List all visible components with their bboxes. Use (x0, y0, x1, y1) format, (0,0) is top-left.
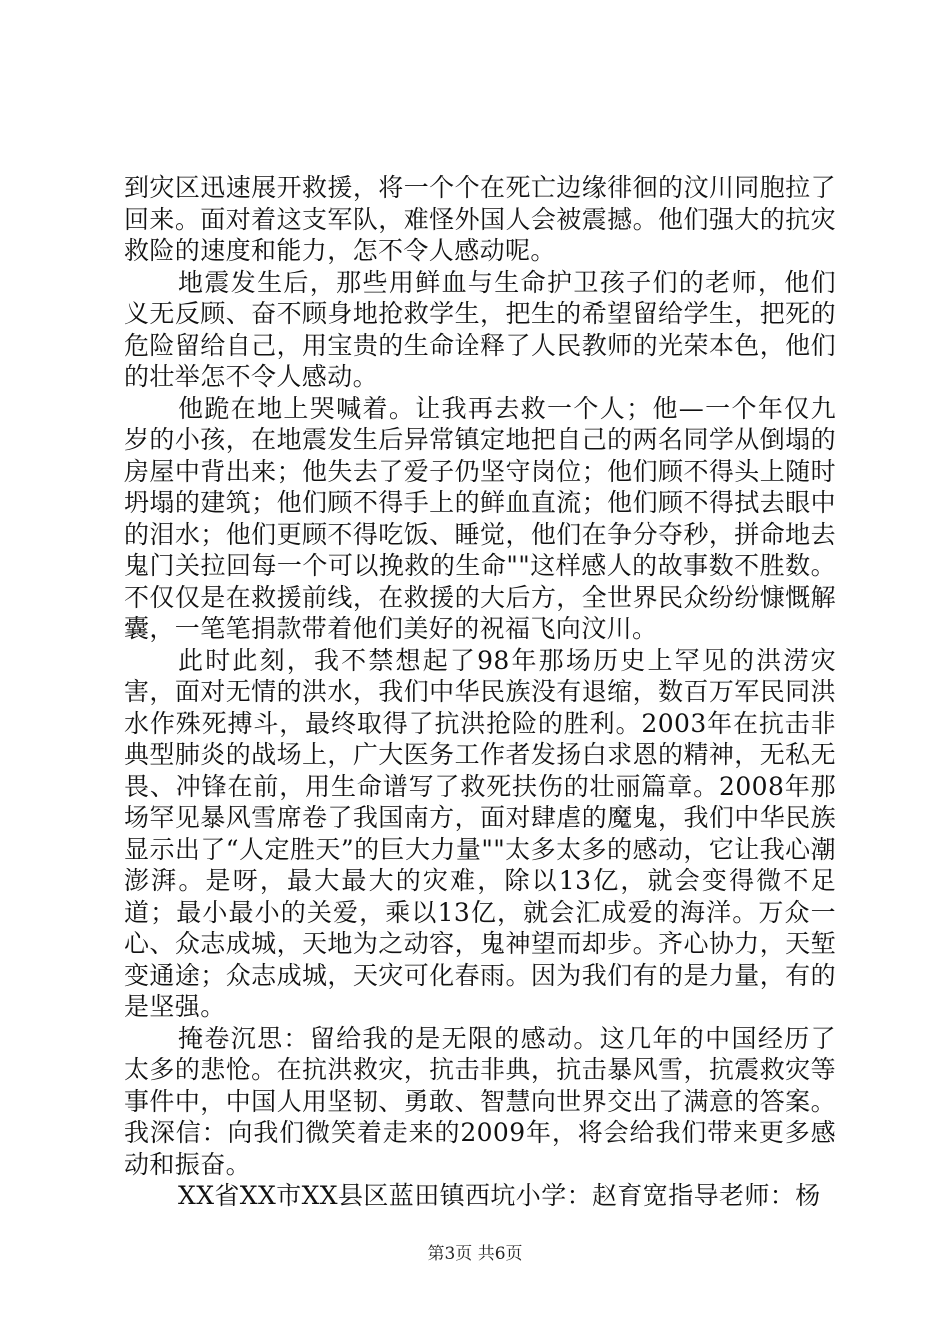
paragraph-1: 到灾区迅速展开救援，将一个个在死亡边缘徘徊的汶川同胞拉了回来。面对着这支军队，难怪外国人会被震撼。他们强大的抗灾救险的速度和能力，怎不令人感动呢。 (124, 173, 836, 265)
paragraph-3: 他跪在地上哭喊着。让我再去救一个人；他—一个年仅九岁的小孩，在地震发生后异常镇定地把自己的两名同学从倒塌的房屋中背出来；他失去了爱子仍坚守岗位；他们顾不得头上随时坍塌的建筑；他们顾不得手上的鲜血直流；他们顾不得拭去眼中的泪水；他们更顾不得吃饭、睡觉，他们在争分夺秒，拼命地去鬼门关拉回每一个可以挽救的生命""这样感人的故事数不胜数。不仅仅是在救援前线，在救援的大后方，全世界民众纷纷慷慨解囊，一笔笔捐款带着他们美好的祝福飞向汶川。 (124, 393, 836, 643)
document-body (124, 172, 836, 1212)
paragraph-4: 此时此刻，我不禁想起了98年那场历史上罕见的洪涝灾害，面对无情的洪水，我们中华民族没有退缩，数百万军民同洪水作殊死搏斗，最终取得了抗洪抢险的胜利。2003年在抗击非典型肺炎的战场上，广大医务工作者发扬白求恩的精神，无私无畏、冲锋在前，用生命谱写了救死扶伤的壮丽篇章。2008年那场罕见暴风雪席卷了我国南方，面对肆虐的魔鬼，我们中华民族显示出了“人定胜天”的巨大力量""太多太多的感动，它让我心潮澎湃。是呀，最大最大的灾难，除以13亿，就会变得微不足道；最小最小的关爱，乘以13亿，就会汇成爱的海洋。万众一心、众志成城，天地为之动容，鬼神望而却步。齐心协力，天堑变通途；众志成城，天灾可化春雨。因为我们有的是力量，有的是坚强。 (124, 645, 836, 1021)
paragraph-2: 地震发生后，那些用鲜血与生命护卫孩子们的老师，他们义无反顾、奋不顾身地抢救学生，把生的希望留给学生，把死的危险留给自己，用宝贵的生命诠释了人民教师的光荣本色，他们的壮举怎不令人感动。 (124, 267, 836, 391)
paragraph-6: XX省XX市XX县区蓝田镇西坑小学：赵育宽指导老师：杨 (178, 1181, 821, 1210)
page-footer: 第3页 共6页 (427, 1244, 523, 1264)
paragraph-5: 掩卷沉思：留给我的是无限的感动。这几年的中国经历了太多的悲怆。在抗洪救灾，抗击非典，抗击暴风雪，抗震救灾等事件中，中国人用坚韧、勇敢、智慧向世界交出了满意的答案。我深信：向我们微笑着走来的2009年，将会给我们带来更多感动和振奋。 (124, 1023, 836, 1179)
